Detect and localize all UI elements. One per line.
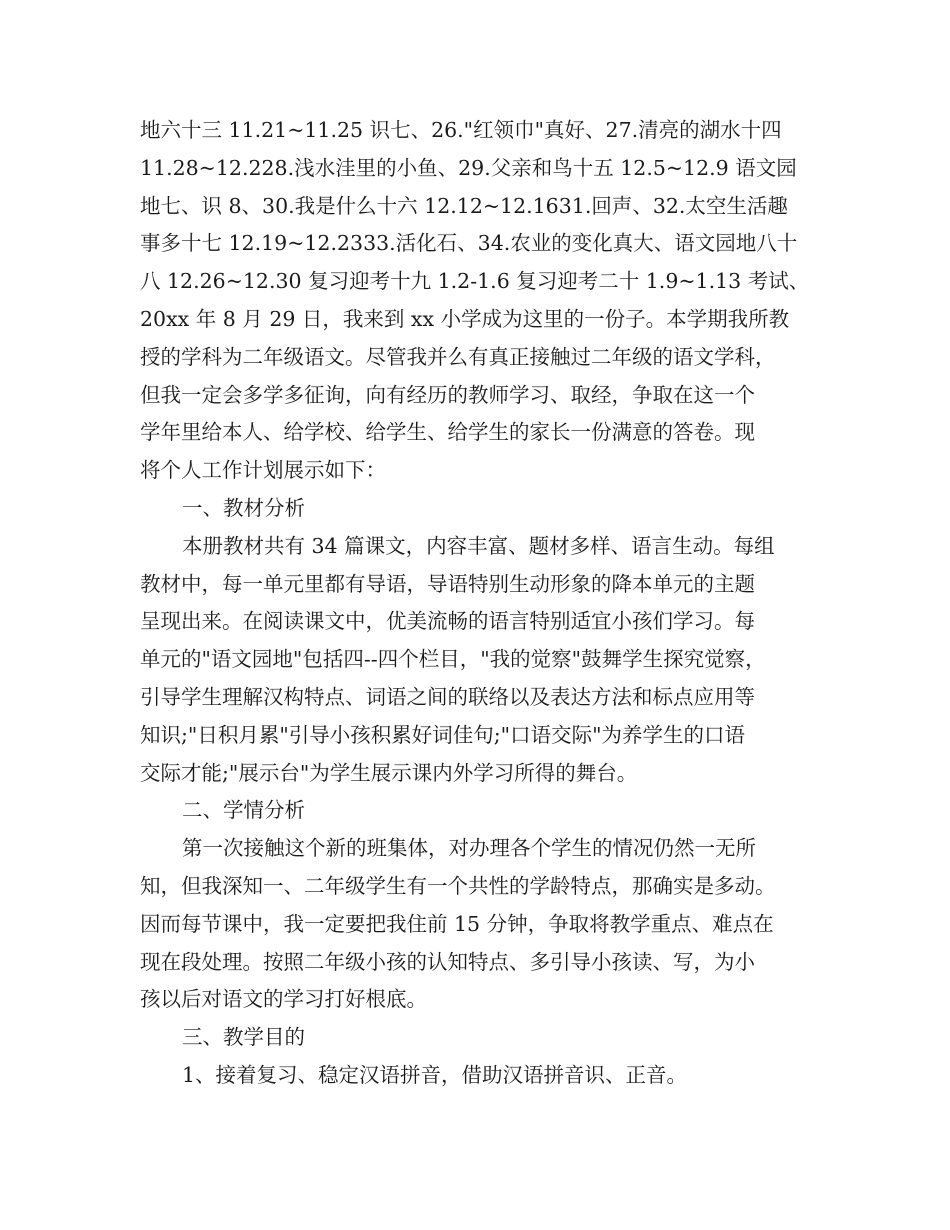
text-line: 现在段处理。按照二年级小孩的认知特点、多引导小孩读、写，为小 [140, 949, 755, 974]
text-line: 教材中，每一单元里都有导语，导语特别生动形象的降本单元的主题 [140, 571, 755, 596]
text-line: 单元的"语文园地"包括四--四个栏目，"我的觉察"鼓舞学生探究觉察， [140, 647, 766, 672]
text-line: 知识;"日积月累"引导小孩积累好词佳句;"口语交际"为养学生的口语 [140, 722, 746, 747]
text-line: 11.28~12.228.浅水洼里的小鱼、29.父亲和鸟十五 12.5~12.9 语文园 [140, 155, 797, 180]
text-line: 一、教材分析 [182, 495, 305, 520]
document-page [140, 112, 820, 1095]
text-line: 地六十三 11.21~11.25 识七、26."红领巾"真好、27.清亮的湖水十四 [140, 118, 782, 142]
text-line: 交际才能;"展示台"为学生展示课内外学习所得的舞台。 [140, 760, 638, 785]
text-line: 将个人工作计划展示如下： [140, 458, 386, 483]
text-line: 孩以后对语文的学习打好根底。 [140, 987, 427, 1012]
text-line: 第一次接触这个新的班集体，对办理各个学生的情况仍然一无所 [182, 836, 756, 861]
text-line: 引导学生理解汉构特点、词语之间的联络以及表达方法和标点应用等 [140, 684, 755, 709]
text-line: 呈现出来。在阅读课文中，优美流畅的语言特别适宜小孩们学习。每 [140, 609, 755, 634]
text-line: 学年里给本人、给学校、给学生、给学生的家长一份满意的答卷。现 [140, 420, 755, 445]
text-line: 授的学科为二年级语文。尽管我并么有真正接触过二年级的语文学科， [140, 344, 776, 369]
text-line: 因而每节课中，我一定要把我住前 15 分钟，争取将教学重点、难点在 [140, 911, 774, 936]
text-line: 事多十七 12.19~12.2333.活化石、34.农业的变化真大、语文园地八十 [140, 231, 798, 256]
text-line: 20xx 年 8 月 29 日，我来到 xx 小学成为这里的一份子。本学期我所教 [140, 306, 790, 331]
text-line: 本册教材共有 34 篇课文，内容丰富、题材多样、语言生动。每组 [182, 533, 775, 558]
text-line: 1、接着复习、稳定汉语拼音，借助汉语拼音识、正音。 [182, 1062, 688, 1087]
text-line: 二、学情分析 [182, 798, 305, 823]
text-line: 三、教学目的 [182, 1025, 305, 1050]
text-line: 地七、识 8、30.我是什么十六 12.12~12.1631.回声、32.太空生活趣 [140, 193, 788, 218]
text-line: 知，但我深知一、二年级学生有一个共性的学龄特点，那确实是多动。 [140, 873, 776, 898]
text-line: 八 12.26~12.30 复习迎考十九 1.2-1.6 复习迎考二十 1.9~1.13 考试、 [140, 269, 810, 294]
text-line: 但我一定会多学多征询，向有经历的教师学习、取经，争取在这一个 [140, 382, 755, 407]
